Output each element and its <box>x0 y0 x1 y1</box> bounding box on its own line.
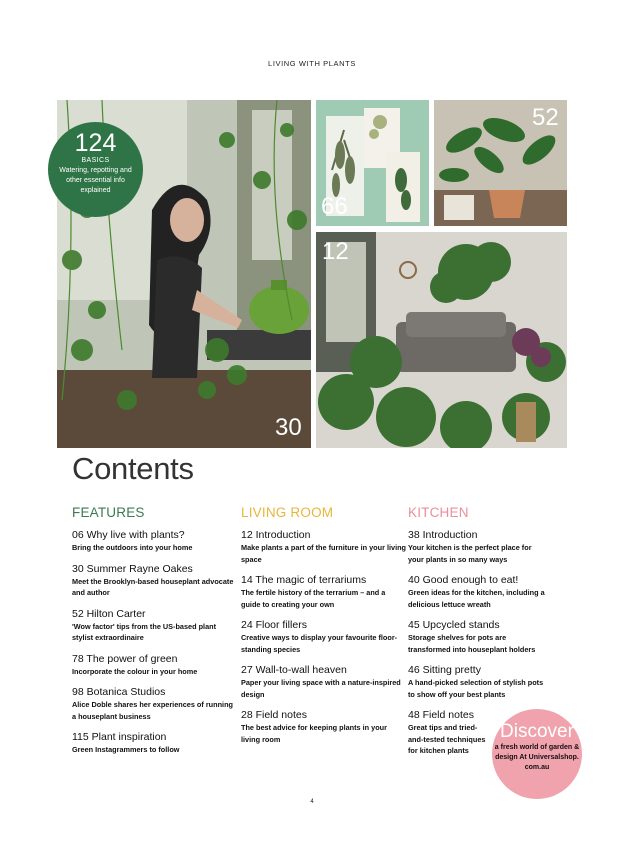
entry-title: 46 Sitting pretty <box>408 664 481 676</box>
entry-description: A hand-picked selection of stylish pots to show off your best plants <box>408 678 544 699</box>
kitchen-heading: KITCHEN <box>408 505 469 520</box>
entry-description: Creative ways to display your favourite floor-standing species <box>241 633 398 654</box>
page-title: Contents <box>72 451 194 486</box>
entry-title: 78 The power of green <box>72 652 178 665</box>
list-item[interactable] <box>241 619 406 655</box>
list-item[interactable] <box>241 574 406 610</box>
page-number-main-photo: 30 <box>275 414 302 441</box>
entry-description: Your kitchen is the perfect place for your plants in so many ways <box>408 543 532 564</box>
list-item[interactable] <box>72 529 237 554</box>
entry-description: The best advice for keeping plants in your living room <box>241 723 387 744</box>
entry-description: Meet the Brooklyn-based houseplant advocate and author <box>72 576 234 597</box>
list-item[interactable] <box>408 574 548 610</box>
list-item[interactable] <box>241 709 406 745</box>
badge-number: 124 <box>74 129 117 157</box>
page-number-potted-photo: 52 <box>532 104 559 131</box>
entry-description: The fertile history of the terrarium – and a guide to creating your own <box>241 588 386 609</box>
list-item[interactable] <box>408 619 548 655</box>
entry-title: 52 Hilton Carter <box>72 607 146 620</box>
entry-description: Bring the outdoors into your home <box>72 543 193 552</box>
features-heading: FEATURES <box>72 505 145 520</box>
basics-badge <box>48 122 143 217</box>
entry-title: 45 Upcycled stands <box>408 619 500 631</box>
entry-description: Make plants a part of the furniture in your living space <box>241 543 407 564</box>
entry-title: 06 Why live with plants? <box>72 529 185 541</box>
page-number-ferns-photo: 66 <box>321 193 348 220</box>
entry-description: Green ideas for the kitchen, including a delicious lettuce wreath <box>408 588 545 609</box>
features-column <box>72 505 237 765</box>
discover-title: Discover <box>500 721 574 742</box>
list-item[interactable] <box>72 608 237 644</box>
discover-badge[interactable] <box>492 709 582 799</box>
entry-title: 14 The magic of terrariums <box>241 574 367 586</box>
living-room-column <box>241 505 406 754</box>
list-item[interactable] <box>241 529 406 565</box>
list-item[interactable] <box>241 664 406 700</box>
entry-description: Incorporate the colour in your home <box>72 666 198 676</box>
list-item[interactable] <box>408 664 548 700</box>
discover-text: a fresh world of garden & design At Universalshop. com.au <box>494 744 580 771</box>
living-room-heading: LIVING ROOM <box>241 505 334 520</box>
entry-title: 27 Wall-to-wall heaven <box>241 664 347 676</box>
entry-title: 115 Plant inspiration <box>72 731 167 743</box>
entry-title: 48 Field notes <box>408 709 474 721</box>
list-item[interactable] <box>72 653 237 678</box>
entry-title: 38 Introduction <box>408 529 478 541</box>
list-item[interactable] <box>72 563 237 599</box>
list-item[interactable] <box>72 731 237 756</box>
entry-title: 40 Good enough to eat! <box>408 574 519 586</box>
entry-title: 28 Field notes <box>241 709 307 721</box>
list-item[interactable] <box>72 686 237 722</box>
list-item[interactable] <box>408 529 548 565</box>
list-item[interactable] <box>408 709 486 757</box>
running-head: LIVING WITH PLANTS <box>268 59 356 68</box>
page-number-lounge-photo: 12 <box>322 238 349 265</box>
entry-description: Paper your living space with a nature-inspired design <box>241 678 401 699</box>
badge-label: BASICS <box>81 157 110 164</box>
entry-description: Green Instagrammers to follow <box>72 745 180 754</box>
badge-text: Watering, repotting and other essential info explained <box>59 167 132 194</box>
entry-title: 12 Introduction <box>241 529 311 541</box>
entry-description: 'Wow factor' tips from the US-based plant stylist extraordinaire <box>72 621 217 642</box>
entry-description: Alice Doble shares her experiences of running a houseplant business <box>72 700 233 721</box>
entry-title: 24 Floor fillers <box>241 619 307 631</box>
entry-description: Great tips and tried-and-tested techniques for kitchen plants <box>408 723 486 755</box>
entry-description: Storage shelves for pots are transformed into houseplant holders <box>408 633 536 654</box>
entry-title: 98 Botanica Studios <box>72 686 166 698</box>
photo-living-room-lounge <box>316 232 567 448</box>
entry-title: 30 Summer Rayne Oakes <box>72 562 193 575</box>
page-number: 4 <box>310 799 314 805</box>
